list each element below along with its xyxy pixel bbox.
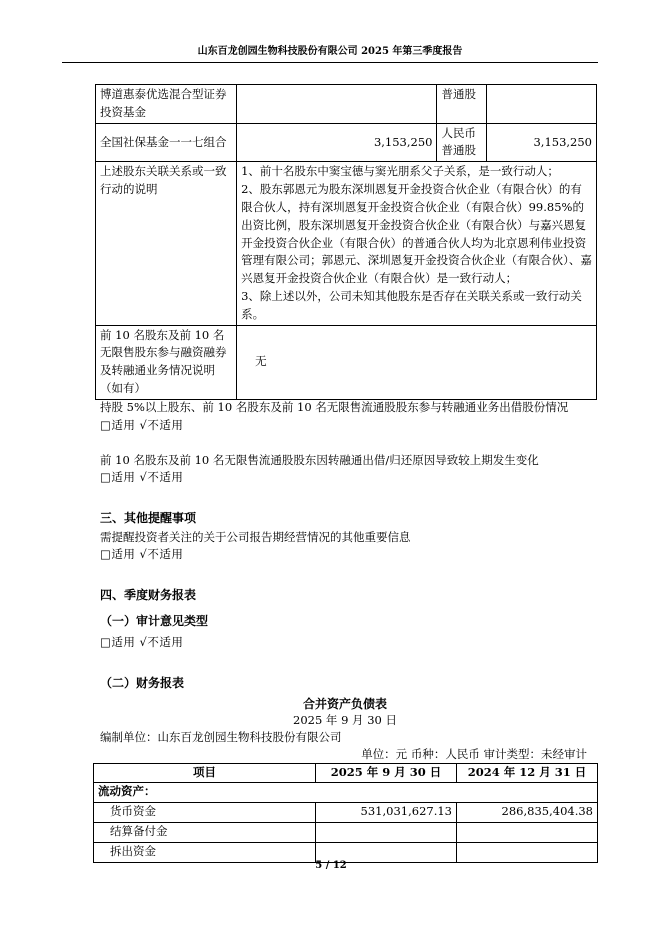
column-header: 项目: [94, 764, 316, 783]
relation-line: 1、前十名股东中窦宝德与窦光朋系父子关系，是一致行动人；: [241, 164, 559, 179]
lending-checkbox: □适用 √不适用: [100, 418, 184, 432]
financial-heading: 四、季度财务报表: [100, 588, 197, 602]
prior-value: [457, 822, 598, 842]
shares-count: [237, 85, 437, 124]
relation-line: 3、除上述以外，公司未知其他股东是否存在关联关系或一致行动关系。: [241, 288, 582, 321]
shareholder-name: 全国社保基金一一七组合: [96, 123, 237, 162]
share-type: 人民币普通股: [437, 123, 486, 162]
share-amount: [486, 85, 596, 124]
change-checkbox: □适用 √不适用: [100, 470, 184, 484]
statements-heading: （二）财务报表: [100, 676, 185, 690]
relation-label: 上述股东关联关系或一致行动的说明: [96, 162, 237, 325]
shareholder-table: [95, 84, 597, 400]
section-label: 流动资产：: [94, 782, 598, 802]
share-type: 普通股: [437, 85, 486, 124]
table-row: [94, 802, 598, 822]
table-row: [96, 123, 597, 162]
balance-sheet-date: 2025 年 9 月 30 日: [293, 713, 397, 727]
item-name: 货币资金: [94, 802, 316, 822]
item-name: 拆出资金: [94, 842, 316, 862]
table-row: [94, 822, 598, 842]
prior-value: 286,835,404.38: [457, 802, 598, 822]
relation-line: 2、股东郭恩元为股东深圳恩复开金投资合伙企业（有限合伙）的有限合伙人，持有深圳恩复开金投资合伙企业（有限合伙）99.85%的出资比例，股东深圳恩复开金投资合伙企业（有限合伙）与嘉兴恩复开金投资合伙企业（有限合伙）的普通合伙人均为北京恩利伟业投资管理有限公司；郭恩元、深圳恩复开金投资合伙企业（有限合伙）、嘉兴恩复开金投资合伙企业（有限合伙）是一致行动人；: [241, 182, 592, 286]
relation-description: [237, 162, 597, 325]
item-name: 结算备付金: [94, 822, 316, 842]
balance-sheet-units: 单位：元 币种：人民币 审计类型：未经审计: [361, 747, 587, 761]
audit-checkbox: □适用 √不适用: [100, 635, 184, 649]
share-amount: 3,153,250: [486, 123, 596, 162]
column-header: 2024 年 12 月 31 日: [457, 764, 598, 783]
page-header: 山东百龙创园生物科技股份有限公司 2025 年第三季度报告: [62, 44, 598, 63]
shareholder-name: 博道惠泰优选混合型证券投资基金: [96, 85, 237, 124]
audit-heading: （一）审计意见类型: [100, 614, 209, 628]
column-header: 2025 年 9 月 30 日: [316, 764, 457, 783]
table-row: [94, 782, 598, 802]
change-title: 前 10 名股东及前 10 名无限售流通股股东因转融通出借/归还原因导致较上期发生变化: [100, 453, 539, 467]
table-row: [96, 162, 597, 325]
current-value: 531,031,627.13: [316, 802, 457, 822]
reminder-heading: 三、其他提醒事项: [100, 511, 197, 525]
margin-value: 无: [237, 325, 597, 399]
reminder-text: 需提醒投资者关注的关于公司报告期经营情况的其他重要信息: [100, 530, 411, 544]
margin-label: 前 10 名股东及前 10 名无限售股东参与融资融券及转融通业务情况说明（如有）: [96, 325, 237, 399]
balance-sheet-table: [93, 763, 598, 863]
table-row: [96, 85, 597, 124]
lending-title: 持股 5%以上股东、前 10 名股东及前 10 名无限售流通股股东参与转融通业务出借股份情况: [100, 400, 569, 414]
table-header-row: [94, 764, 598, 783]
shares-count: 3,153,250: [237, 123, 437, 162]
current-value: [316, 822, 457, 842]
page-number: 5 / 12: [315, 860, 347, 871]
balance-sheet-title: 合并资产负债表: [302, 697, 387, 711]
balance-sheet-company: 编制单位：山东百龙创园生物科技股份有限公司: [100, 730, 342, 744]
table-row: [96, 325, 597, 399]
reminder-checkbox: □适用 √不适用: [100, 547, 184, 561]
